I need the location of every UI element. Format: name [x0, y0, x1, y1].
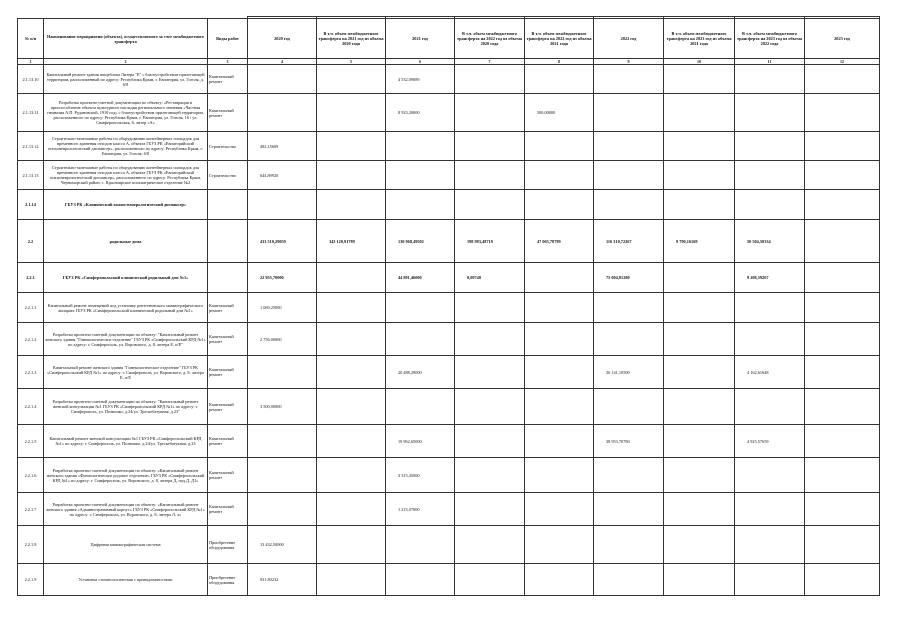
- value-2023-from-2022: [735, 293, 805, 323]
- value-2022: [594, 389, 664, 425]
- value-2022: 116 310,72267: [594, 220, 664, 263]
- col-number: 2: [44, 59, 208, 65]
- value-2020: [248, 94, 317, 132]
- value-2021-from-2020: [317, 132, 386, 161]
- header-2021: 2021 год: [386, 19, 455, 59]
- value-2021-from-2020: [317, 526, 386, 564]
- value-2022: [594, 458, 664, 493]
- value-2023: [805, 190, 880, 220]
- col-number: 6: [386, 59, 455, 65]
- table-row: [18, 190, 880, 220]
- value-2020: 1 069,25000: [248, 293, 317, 323]
- col-number: 7: [455, 59, 525, 65]
- value-2020: [248, 65, 317, 94]
- value-2021-from-2020: [317, 65, 386, 94]
- value-2022: [594, 94, 664, 132]
- value-2020: 492,15609: [248, 132, 317, 161]
- table-row: [18, 323, 880, 356]
- col-number: 5: [317, 59, 386, 65]
- header-2021-from-2020: В т.ч. объем межбюджетного трансферта на 2021 год из объема 2020 года: [317, 19, 386, 59]
- table-row: [18, 425, 880, 458]
- row-number: 2.2.1.8: [18, 526, 44, 564]
- row-number: 2.2.1.2: [18, 323, 44, 356]
- value-2021: 1 215,07000: [386, 493, 455, 526]
- value-2022-from-2021: [525, 190, 594, 220]
- value-2023-from-2022: [735, 190, 805, 220]
- value-2022-from-2021: [525, 564, 594, 596]
- value-2022-from-2020: [455, 458, 525, 493]
- value-2023: [805, 526, 880, 564]
- value-2021: 130 968,49502: [386, 220, 455, 263]
- value-2023-from-2021: [664, 389, 735, 425]
- value-2023-from-2021: [664, 323, 735, 356]
- table-row: [18, 263, 880, 293]
- value-2023-from-2022: 4 925,57659: [735, 425, 805, 458]
- value-2022-from-2021: [525, 425, 594, 458]
- row-number: 2.2: [18, 220, 44, 263]
- value-2023-from-2021: [664, 94, 735, 132]
- value-2020: 2 756,00000: [248, 323, 317, 356]
- value-2022-from-2020: 8,00748: [455, 263, 525, 293]
- row-work-type: [208, 220, 248, 263]
- header-2022: 2022 год: [594, 19, 664, 59]
- value-2022-from-2020: [455, 65, 525, 94]
- col-number: 9: [594, 59, 664, 65]
- value-2023: [805, 564, 880, 596]
- value-2020: [248, 356, 317, 389]
- col-number: 1: [18, 59, 44, 65]
- row-number: 2.1.13.11: [18, 94, 44, 132]
- value-2022-from-2020: [455, 132, 525, 161]
- value-2021-from-2020: [317, 293, 386, 323]
- value-2023-from-2022: [735, 526, 805, 564]
- value-2022: [594, 493, 664, 526]
- row-name: Разработка проектно-сметной документации по объекту: «Реставрация и приспособление объекта культурного наследия регионального значения «Частная гимназия А.П. Рудановской, 1910 год» с благоустройством прилегающей территории, расположенного по адресу: Республика Крым, г. Евпатория, ул. Гоголя, 16 / ул. Симферопольская, 6, литер «А»: [44, 94, 208, 132]
- value-2023: [805, 425, 880, 458]
- value-2023: [805, 389, 880, 425]
- value-2023: [805, 65, 880, 94]
- value-2022: 75 094,81280: [594, 263, 664, 293]
- value-2021-from-2020: [317, 323, 386, 356]
- value-2023: [805, 263, 880, 293]
- row-work-type: [208, 190, 248, 220]
- row-name: ГБУЗ РК «Симферопольский клинический родильный дом №1»: [44, 263, 208, 293]
- header-num: № п/п: [18, 19, 44, 59]
- value-2021-from-2020: [317, 94, 386, 132]
- value-2021: [386, 526, 455, 564]
- header-row: [18, 19, 880, 59]
- row-work-type: Приобретение оборудования: [208, 564, 248, 596]
- value-2022-from-2021: [525, 132, 594, 161]
- value-2023: [805, 220, 880, 263]
- value-2022-from-2021: [525, 323, 594, 356]
- value-2023: [805, 94, 880, 132]
- value-2022-from-2021: [525, 493, 594, 526]
- table-row: [18, 493, 880, 526]
- header-2020: 2020 год: [248, 19, 317, 59]
- value-2022-from-2020: [455, 425, 525, 458]
- value-2021-from-2020: [317, 493, 386, 526]
- value-2023: [805, 323, 880, 356]
- row-name: ГБУЗ РК «Клинический кожно-венерологический диспансер»: [44, 190, 208, 220]
- value-2023-from-2022: [735, 564, 805, 596]
- value-2020: 13 432,50000: [248, 526, 317, 564]
- value-2022-from-2021: [525, 293, 594, 323]
- row-work-type: Капитальный ремонт: [208, 356, 248, 389]
- value-2023: [805, 293, 880, 323]
- value-2021: [386, 161, 455, 190]
- col-number: 12: [805, 59, 880, 65]
- header-2023: 2023 год: [805, 19, 880, 59]
- row-number: 2.1.13.13: [18, 161, 44, 190]
- value-2022: [594, 526, 664, 564]
- row-work-type: Капитальный ремонт: [208, 425, 248, 458]
- value-2020: 433 510,29059: [248, 220, 317, 263]
- value-2023: [805, 132, 880, 161]
- col-number: 3: [208, 59, 248, 65]
- value-2020: 931,80232: [248, 564, 317, 596]
- value-2021: 4 532,09089: [386, 65, 455, 94]
- value-2022-from-2021: [525, 526, 594, 564]
- row-number: 2.2.1.4: [18, 389, 44, 425]
- row-work-type: Капитальный ремонт: [208, 493, 248, 526]
- value-2023-from-2021: [664, 263, 735, 293]
- value-2023-from-2021: [664, 564, 735, 596]
- value-2021: [386, 389, 455, 425]
- value-2022-from-2020: 198 983,48718: [455, 220, 525, 263]
- value-2022-from-2021: [525, 263, 594, 293]
- value-2022-from-2021: 47 065,78799: [525, 220, 594, 263]
- value-2023-from-2022: 50 504,50334: [735, 220, 805, 263]
- value-2023-from-2021: [664, 356, 735, 389]
- value-2021-from-2020: [317, 356, 386, 389]
- value-2021-from-2020: [317, 458, 386, 493]
- col-number: 10: [664, 59, 735, 65]
- value-2021: [386, 323, 455, 356]
- value-2021: 3 315,45000: [386, 458, 455, 493]
- value-2021-from-2020: [317, 161, 386, 190]
- value-2023-from-2021: [664, 526, 735, 564]
- value-2022-from-2020: [455, 356, 525, 389]
- value-2023: [805, 458, 880, 493]
- value-2020: 22 955,70000: [248, 263, 317, 293]
- value-2021: 8 923,20000: [386, 94, 455, 132]
- value-2023-from-2021: [664, 458, 735, 493]
- table-row: [18, 65, 880, 94]
- value-2023-from-2022: [735, 389, 805, 425]
- value-2023-from-2021: [664, 161, 735, 190]
- budget-table: [17, 16, 880, 596]
- row-number: 2.1.14: [18, 190, 44, 220]
- value-2022: [594, 161, 664, 190]
- row-work-type: Капитальный ремонт: [208, 94, 248, 132]
- row-number: 2.2.1.5: [18, 425, 44, 458]
- value-2022: [594, 323, 664, 356]
- value-2023-from-2021: [664, 493, 735, 526]
- value-2022-from-2020: [455, 389, 525, 425]
- row-name: Цифровая маммографическая система: [44, 526, 208, 564]
- value-2022-from-2020: [455, 564, 525, 596]
- row-name: Установка стоматологическая с принадлежностями: [44, 564, 208, 596]
- row-name: Капитальный ремонт помещений под установку рентгеновского маммографического аппарата ГБУЗ РК «Симферопольский клинический родильный дом №1»: [44, 293, 208, 323]
- header-type: Виды работ: [208, 19, 248, 59]
- col-number: 11: [735, 59, 805, 65]
- value-2023-from-2021: [664, 65, 735, 94]
- value-2022-from-2020: [455, 161, 525, 190]
- value-2022: [594, 564, 664, 596]
- value-2023-from-2022: [735, 493, 805, 526]
- row-work-type: Капитальный ремонт: [208, 323, 248, 356]
- row-work-type: Строительство: [208, 161, 248, 190]
- row-name: родильные дома: [44, 220, 208, 263]
- value-2021: [386, 132, 455, 161]
- value-2022-from-2020: [455, 293, 525, 323]
- table-row: [18, 526, 880, 564]
- value-2022-from-2021: [525, 356, 594, 389]
- value-2020: 644,89920: [248, 161, 317, 190]
- value-2022-from-2020: [455, 323, 525, 356]
- row-number: 2.2.1.7: [18, 493, 44, 526]
- table-row: [18, 293, 880, 323]
- value-2023: [805, 493, 880, 526]
- value-2022: [594, 190, 664, 220]
- header-2023-from-2022: В т.ч. объем межбюджетного трансферта на 2023 год из объема 2022 года: [735, 19, 805, 59]
- value-2023-from-2021: 9 790,16169: [664, 220, 735, 263]
- budget-table-sheet: [17, 16, 879, 596]
- row-work-type: Приобретение оборудования: [208, 526, 248, 564]
- table-body: [18, 65, 880, 596]
- value-2020: [248, 425, 317, 458]
- value-2023-from-2021: [664, 190, 735, 220]
- value-2023-from-2021: [664, 293, 735, 323]
- value-2021: [386, 293, 455, 323]
- table-row: [18, 564, 880, 596]
- value-2023-from-2022: [735, 323, 805, 356]
- value-2023-from-2022: [735, 161, 805, 190]
- row-work-type: Капитальный ремонт: [208, 458, 248, 493]
- table-row: [18, 94, 880, 132]
- row-name: Строительно-монтажные работы по оборудованию контейнерных площадок для временного хранения отходов класса А, объекта ГБУЗ РК «Евпаторийский психоневрологический диспансер», расположенного по адресу: Республика Крым, г. Евпатория, ул. Гоголя, 6/8: [44, 132, 208, 161]
- row-work-type: Капитальный ремонт: [208, 389, 248, 425]
- row-number: 2.2.1.1: [18, 293, 44, 323]
- row-number: 2.1.13.10: [18, 65, 44, 94]
- value-2021: 20 488,29000: [386, 356, 455, 389]
- value-2021: 44 891,46000: [386, 263, 455, 293]
- value-2021-from-2020: [317, 564, 386, 596]
- value-2022: 36 141,10500: [594, 356, 664, 389]
- table-row: [18, 132, 880, 161]
- col-number: 4: [248, 59, 317, 65]
- row-name: Строительно-монтажные работы по оборудованию контейнерных площадок для временного хранения отходов класса А, объекта ГБУЗ РК «Евпаторийский психоневрологический диспансер», расположенного по адресу: Республика Крым, Черноморский район, с. Красноярское психиатрическое отделение №2: [44, 161, 208, 190]
- value-2020: 3 500,00000: [248, 389, 317, 425]
- value-2022-from-2021: 500,00000: [525, 94, 594, 132]
- value-2023-from-2021: [664, 132, 735, 161]
- row-number: 2.1.13.12: [18, 132, 44, 161]
- row-number: 2.2.1.6: [18, 458, 44, 493]
- row-work-type: [208, 263, 248, 293]
- value-2022: 38 953,70780: [594, 425, 664, 458]
- row-work-type: Капитальный ремонт: [208, 65, 248, 94]
- value-2022-from-2020: [455, 526, 525, 564]
- row-number: 2.2.1: [18, 263, 44, 293]
- value-2021-from-2020: [317, 389, 386, 425]
- value-2023-from-2022: 9 208,59267: [735, 263, 805, 293]
- value-2022: [594, 293, 664, 323]
- value-2022-from-2021: [525, 389, 594, 425]
- value-2023-from-2022: [735, 94, 805, 132]
- value-2022-from-2021: [525, 65, 594, 94]
- header-2023-from-2021: В т.ч. объем межбюджетного трансферта на 2023 год из объема 2021 года: [664, 19, 735, 59]
- header-name: Наименование мероприятия (объекта), осуществляемого за счет межбюджетного трансферта: [44, 19, 208, 59]
- value-2020: [248, 458, 317, 493]
- value-2022-from-2020: [455, 493, 525, 526]
- table-row: [18, 161, 880, 190]
- value-2021-from-2020: 343 120,91789: [317, 220, 386, 263]
- row-name: Капитальный ремонт здания пищеблока Литера "Е" с благоустройством прилегающей территории, расположенный по адресу: Республика Крым, г. Евпатория, ул. Гоголя, д. 6/8: [44, 65, 208, 94]
- value-2022-from-2021: [525, 161, 594, 190]
- row-name: Разработка проектно-сметной документации по объекту: "Капитальный ремонт женской консультации №1 ГБУЗ РК «Симферопольский КРД №1» по адресу: г. Симферополь, ул. Полюшко, д.24/ул. Трескебатукная, д.23": [44, 389, 208, 425]
- value-2023-from-2022: 4 162,61648: [735, 356, 805, 389]
- value-2022: [594, 132, 664, 161]
- value-2020: [248, 493, 317, 526]
- value-2020: [248, 190, 317, 220]
- row-number: 2.2.1.9: [18, 564, 44, 596]
- value-2022: [594, 65, 664, 94]
- value-2023-from-2021: [664, 425, 735, 458]
- value-2022-from-2020: [455, 94, 525, 132]
- value-2021-from-2020: [317, 425, 386, 458]
- header-2022-from-2021: В т.ч. объем межбюджетного трансферта на 2022 год из объема 2021 года: [525, 19, 594, 59]
- value-2021: [386, 564, 455, 596]
- header-2022-from-2020: В т.ч. объем межбюджетного трансферта на 2022 год из объема 2020 года: [455, 19, 525, 59]
- value-2021: [386, 190, 455, 220]
- value-2023: [805, 356, 880, 389]
- row-name: Капитальный ремонт женского здания "Гинекологическое отделение" ГБУЗ РК «Симферопольский КРД №1» по адресу: г. Симферополь, ул. Воровского, д. 8, литера Е, п/Е: [44, 356, 208, 389]
- value-2023: [805, 161, 880, 190]
- row-name: Капитальный ремонт женской консультации №1 ГБУЗ РК «Симферопольский КРД №1» по адресу: г. Симферополь, ул. Полюшко, д.24/ул. Трескебатукная, д.23: [44, 425, 208, 458]
- value-2021: 19 962,65000: [386, 425, 455, 458]
- value-2021-from-2020: [317, 263, 386, 293]
- col-number: 8: [525, 59, 594, 65]
- value-2023-from-2022: [735, 458, 805, 493]
- row-name: Разработка проектно-сметной документации по объекту: "Капитальный ремонт женского здания "Гинекологическое отделение" ГБУЗ РК «Симферопольский КРД №1» по адресу: г. Симферополь, ул. Воровского, д. 8, литера Е, п/Е": [44, 323, 208, 356]
- row-name: Разработка проектно-сметной документации по объекту: «Капитальный ремонт женского здания «Административный корпус» ГБУЗ РК «Симферопольский КРД №1» по адресу: г. Симферополь, ул. Воровского, д. 8, литера Л, л»: [44, 493, 208, 526]
- value-2023-from-2022: [735, 132, 805, 161]
- row-work-type: Строительство: [208, 132, 248, 161]
- value-2023-from-2022: [735, 65, 805, 94]
- row-name: Разработка проектно-сметной документации по объекту: «Капитальный ремонт женского здания «Физиологическое родовое отделение» ГБУЗ РК «Симферопольский КРД №1» по адресу: г. Симферополь, ул. Воровского, д. 8, литера Д, под.Д, Д1»: [44, 458, 208, 493]
- table-row: [18, 220, 880, 263]
- value-2022-from-2021: [525, 458, 594, 493]
- row-work-type: Капитальный ремонт: [208, 293, 248, 323]
- row-number: 2.2.1.3: [18, 356, 44, 389]
- table-row: [18, 458, 880, 493]
- value-2022-from-2020: [455, 190, 525, 220]
- value-2021-from-2020: [317, 190, 386, 220]
- table-row: [18, 356, 880, 389]
- table-row: [18, 389, 880, 425]
